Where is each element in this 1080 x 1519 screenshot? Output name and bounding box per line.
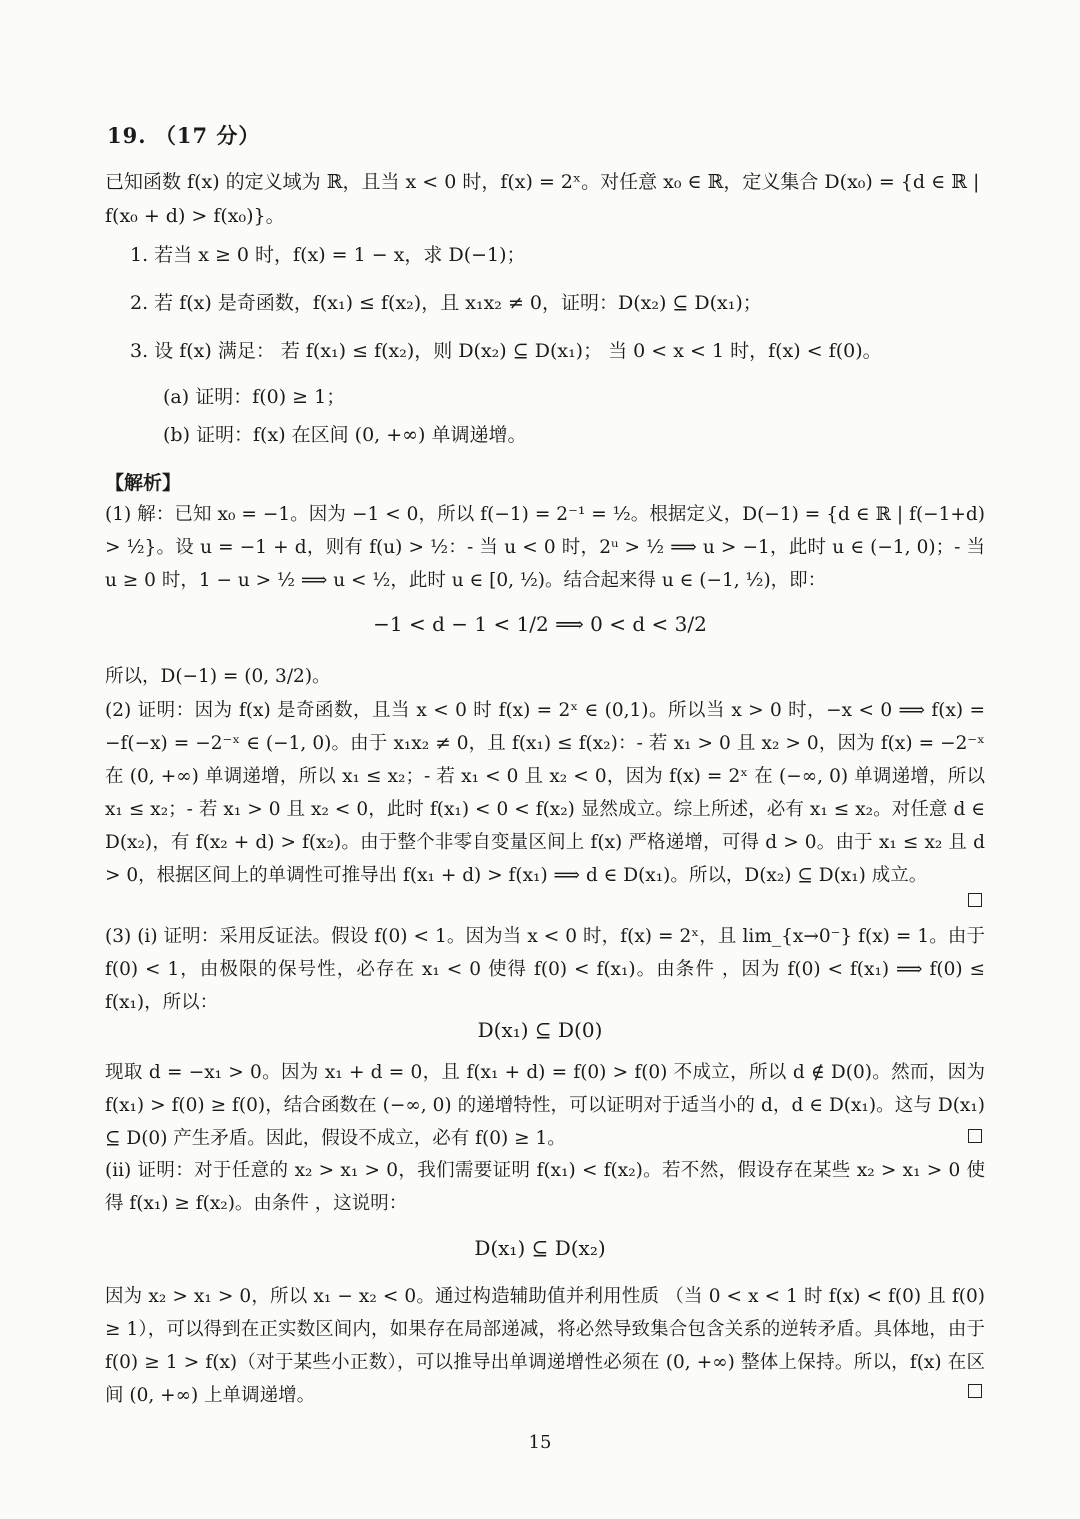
equation-2: D(x₁) ⊆ D(0) xyxy=(477,1018,603,1042)
solution-part-3-ii: (ii) 证明：对于任意的 x₂ > x₁ > 0，我们需要证明 f(x₁) < f(x₂)。若不然，假设存在某些 x₂ > x₁ > 0 使得 f(x₁) ≥ f(x₂)。由条件 ，这说明： xyxy=(105,1160,985,1214)
question-item-1: 1. 若当 x ≥ 0 时，f(x) = 1 − x，求 D(−1)； xyxy=(130,244,526,266)
solution-part-2: (2) 证明：因为 f(x) 是奇函数，且当 x < 0 时 f(x) = 2ˣ ∈ (0,1)。所以当 x > 0 时，−x < 0 ⟹ f(x) = −f(−x) = −2⁻ˣ ∈ (−1, 0)。由于 x₁x₂ ≠ 0，且 f(x₁) ≤ f(x₂)：- 若 x₁ > 0 且 x₂ > 0，因为 f(x) = −2⁻ˣ 在 (0, +∞) 单调递增，所以 x₁ ≤ x₂；- 若 x₁ < 0 且 x₂ < 0，因为 f(x) = 2ˣ 在 (−∞, 0) 单调递增，所以 x₁ ≤ x₂；- 若 x₁ > 0 且 x₂ < 0，此时 f(x₁) < 0 < f(x₂) 显然成立。综上所述，必有 x₁ ≤ x₂。对任意 d ∈ D(x₂)，有 f(x₂ + d) > f(x₂)。由于整个非零自变量区间上 f(x) 严格递增，可得 d > 0。由于 x₁ ≤ x₂ 且 d > 0，根据区间上的单调性可推导出 f(x₁ + d) > f(x₁) ⟹ d ∈ D(x₁)。所以，D(x₂) ⊆ D(x₁) 成立。 xyxy=(105,700,985,886)
question-stem: 已知函数 f(x) 的定义域为 ℝ，且当 x < 0 时，f(x) = 2ˣ。对任意 x₀ ∈ ℝ，定义集合 D(x₀) = {d ∈ ℝ | f(x₀ + d) > f(x₀)}。 xyxy=(105,171,980,227)
equation-3: D(x₁) ⊆ D(x₂) xyxy=(474,1236,606,1260)
question-subitem-a: (a) 证明：f(0) ≥ 1； xyxy=(163,386,346,408)
qed-icon xyxy=(968,1129,982,1143)
solution-part-3-i-conclusion: 现取 d = −x₁ > 0。因为 x₁ + d = 0，且 f(x₁ + d) = f(0) > f(0) 不成立，所以 d ∉ D(0)。然而，因为 f(x₁) > f(0) ≥ f(0)，结合函数在 (−∞, 0) 的递增特性，可以证明对于适当小的 d，d ∈ D(x₁)。这与 D(x₁) ⊆ D(0) 产生矛盾。因此，假设不成立，必有 f(0) ≥ 1。 xyxy=(105,1062,985,1149)
solution-part-3-i: (3) (i) 证明：采用反证法。假设 f(0) < 1。因为当 x < 0 时，f(x) = 2ˣ，且 lim_{x→0⁻} f(x) = 1。由于 f(0) < 1，由极限的保号性，必存在 x₁ < 0 使得 f(0) < f(x₁)。由条件 ，因为 f(0) < f(x₁) ⟹ f(0) ≤ f(x₁)，所以： xyxy=(105,926,985,1013)
equation-1: −1 < d − 1 < 1/2 ⟹ 0 < d < 3/2 xyxy=(373,612,707,636)
question-item-3: 3. 设 f(x) 满足： 若 f(x₁) ≤ f(x₂)，则 D(x₂) ⊆ D(x₁)； 当 0 < x < 1 时，f(x) < f(0)。 xyxy=(130,340,882,362)
analysis-header: 【解析】 xyxy=(105,472,182,494)
solution-part-1: (1) 解：已知 x₀ = −1。因为 −1 < 0，所以 f(−1) = 2⁻¹ = ½。根据定义，D(−1) = {d ∈ ℝ | f(−1+d) > ½}。设 u = −1 + d，则有 f(u) > ½：- 当 u < 0 时，2ᵘ > ½ ⟹ u > −1，此时 u ∈ (−1, 0)；- 当 u ≥ 0 时，1 − u > ½ ⟹ u < ½，此时 u ∈ [0, ½)。结合起来得 u ∈ (−1, ½)，即： xyxy=(105,504,985,591)
question-subitem-b: (b) 证明：f(x) 在区间 (0, +∞) 单调递增。 xyxy=(163,424,527,446)
qed-icon xyxy=(968,1384,982,1398)
solution-part-1-conclusion: 所以，D(−1) = (0, 3/2)。 xyxy=(105,666,331,687)
solution-part-3-ii-conclusion: 因为 x₂ > x₁ > 0，所以 x₁ − x₂ < 0。通过构造辅助值并利用性质 （当 0 < x < 1 时 f(x) < f(0) 且 f(0) ≥ 1），可以得到在正实数区间内，如果存在局部递减，将必然导致集合包含关系的逆转矛盾。具体地，由于 f(0) ≥ 1 > f(x)（对于某些小正数），可以推导出单调递增性必须在 (0, +∞) 整体上保持。所以，f(x) 在区间 (0, +∞) 上单调递增。 xyxy=(105,1286,985,1406)
page-number: 15 xyxy=(528,1432,552,1453)
question-header: 19. （17 分） xyxy=(107,123,261,148)
qed-icon xyxy=(968,893,982,907)
question-item-2: 2. 若 f(x) 是奇函数，f(x₁) ≤ f(x₂)，且 x₁x₂ ≠ 0，证明：D(x₂) ⊆ D(x₁)； xyxy=(130,292,762,314)
